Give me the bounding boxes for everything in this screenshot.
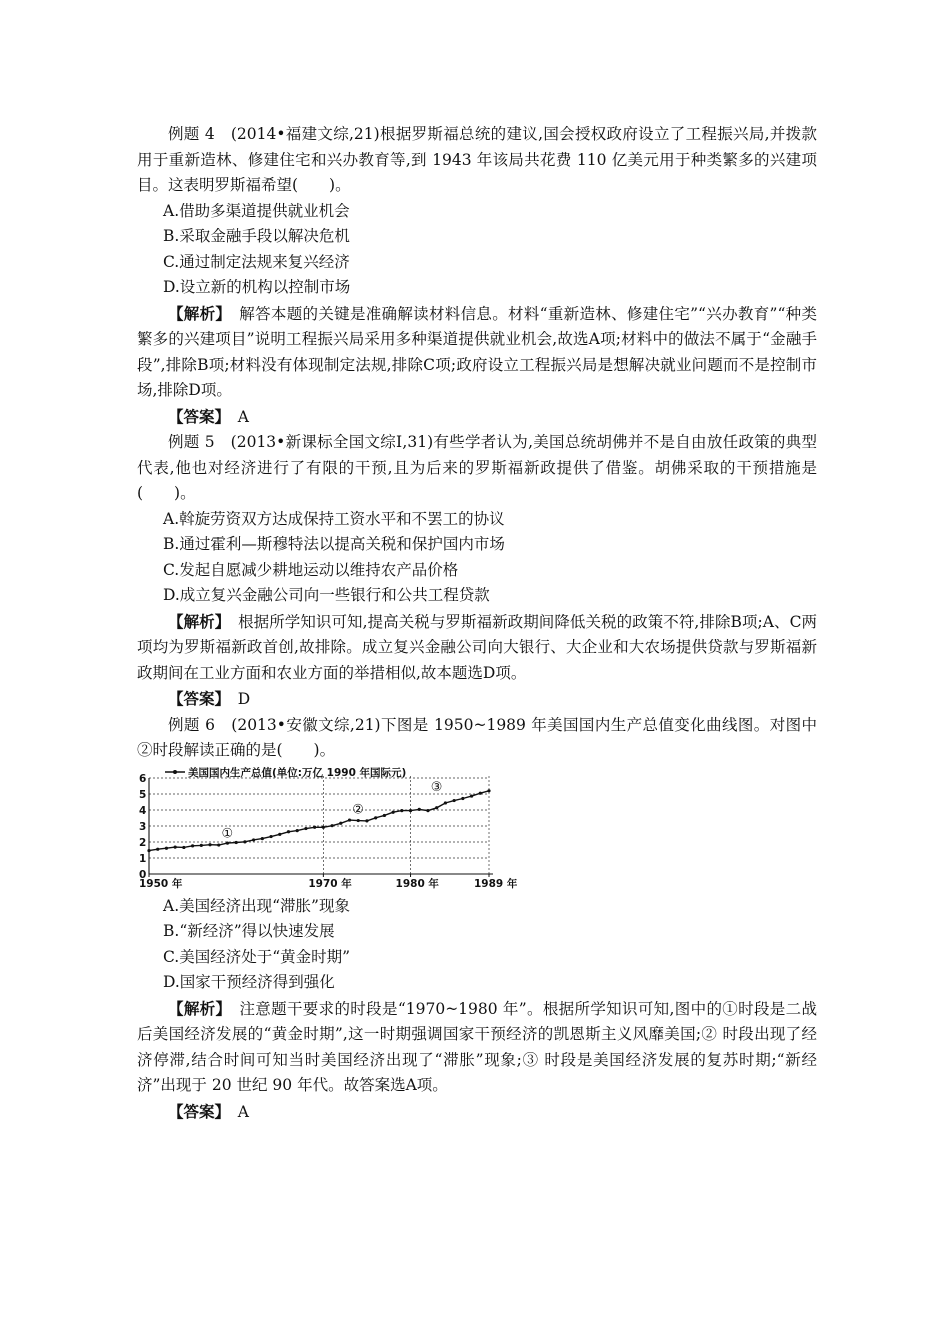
example-5-answer	[137, 686, 817, 713]
x-tick-label: 1970 年	[308, 877, 352, 890]
answer-text: A	[222, 407, 249, 426]
example-5-analysis	[137, 609, 817, 687]
data-point	[261, 837, 264, 840]
analysis-text: 根据所学知识可知,提高关税与罗斯福新政期间降低关税的政策不符,排除B项;A、C两项均为罗斯福新政首创,故排除。成立复兴金融公司向大银行、大企业和大农场提供贷款与罗斯福新政期间在工业方面和农业方面的举措相似,故本题选D项。	[137, 612, 817, 682]
data-point	[191, 844, 194, 847]
data-point	[479, 791, 482, 794]
data-point	[435, 806, 438, 809]
data-point	[252, 838, 255, 841]
example-4-option-c: C.通过制定法规来复兴经济	[163, 252, 350, 271]
legend-label: 美国国内生产总值(单位:万亿 1990 年国际元)	[188, 766, 407, 779]
data-point	[339, 821, 342, 824]
data-point	[226, 841, 229, 844]
y-tick-label: 0	[139, 868, 147, 881]
data-point	[461, 796, 464, 799]
example-4-option-a: A.借助多渠道提供就业机会	[163, 201, 350, 220]
data-point	[269, 834, 272, 837]
example-4-answer	[137, 404, 817, 431]
data-point	[470, 794, 473, 797]
data-point	[444, 801, 447, 804]
data-point	[296, 829, 299, 832]
example-6-option-c: C.美国经济处于“黄金时期”	[163, 947, 351, 966]
data-point	[383, 813, 386, 816]
example-6-question: 例题 6 (2013•安徽文综,21)下图是 1950~1989 年美国国内生产总值变化曲线图。对图中②时段解读正确的是( )。	[137, 715, 817, 759]
example-4-option-d: D.设立新的机构以控制市场	[163, 278, 351, 296]
data-point	[453, 798, 456, 801]
x-tick-label: 1950 年	[139, 877, 183, 890]
example-6-option-b: B.“新经济”得以快速发展	[163, 922, 335, 940]
data-point	[200, 843, 203, 846]
example-6-option-d: D.国家干预经济得到强化	[163, 973, 335, 991]
answer-text: A	[222, 1102, 249, 1121]
answer-tag: 【答案】	[168, 689, 223, 708]
document-page	[137, 122, 817, 1125]
period-annotation: ②	[352, 802, 364, 818]
period-annotation: ③	[430, 779, 443, 795]
data-point	[374, 816, 377, 819]
data-point	[365, 819, 368, 822]
gdp-line-chart	[137, 766, 517, 890]
example-5-option-c: C.发起自愿减少耕地运动以维持农产品价格	[163, 560, 459, 579]
y-tick-label: 4	[139, 804, 147, 817]
example-5-option-d: D.成立复兴金融公司向一些银行和公共工程贷款	[163, 586, 490, 604]
data-point	[313, 825, 316, 828]
data-point	[156, 847, 159, 850]
data-point	[357, 818, 360, 821]
period-annotation: ①	[221, 826, 234, 842]
answer-tag: 【答案】	[168, 1101, 223, 1121]
answer-text: D	[222, 690, 251, 708]
data-point	[278, 832, 281, 835]
answer-tag: 【答案】	[168, 406, 223, 426]
data-point	[165, 846, 168, 849]
example-4-option-b: B.采取金融手段以解决危机	[163, 227, 350, 245]
analysis-tag: 【解析】	[168, 998, 224, 1018]
gdp-chart	[137, 766, 517, 890]
data-point	[418, 807, 421, 810]
data-point	[243, 840, 246, 843]
data-point	[287, 830, 290, 833]
example-5-option-a: A.斡旋劳资双方达成保持工资水平和不罢工的协议	[163, 509, 505, 528]
example-4-analysis	[137, 301, 817, 404]
example-4-question: 例题 4 (2014•福建文综,21)根据罗斯福总统的建议,国会授权政府设立了工程振兴局,并拨款用于重新造林、修建住宅和兴办教育等,到 1943 年该局共花费 110 亿美元用于种类繁多的兴建项目。这表明罗斯福希望( )。	[137, 125, 817, 194]
analysis-text: 注意题干要求的时段是“1970~1980 年”。根据所学知识可知,图中的①时段是二战后美国经济发展的“黄金时期”,这一时期强调国家干预经济的凯恩斯主义风靡美国;② 时段出现了经济停滞,结合时间可知当时美国经济出现了“滞胀”现象;③ 时段是美国经济发展的复苏时期;“新经济”出现于 20 世纪 90 年代。故答案选A项。	[137, 999, 817, 1094]
data-point	[217, 843, 220, 846]
y-tick-label: 3	[139, 820, 147, 833]
example-5-option-b: B.通过霍利—斯穆特法以提高关税和保护国内市场	[163, 535, 505, 553]
data-point	[330, 824, 333, 827]
x-tick-label: 1980 年	[395, 877, 439, 890]
example-6-option-a: A.美国经济出现“滞胀”现象	[163, 896, 350, 915]
data-point	[487, 789, 490, 792]
data-point	[409, 809, 412, 812]
x-tick-label: 1989 年	[474, 877, 517, 890]
data-point	[174, 845, 177, 848]
y-tick-label: 1	[139, 852, 147, 865]
legend-marker	[173, 770, 177, 774]
example-6-analysis	[137, 996, 817, 1099]
data-point	[348, 818, 351, 821]
data-point	[400, 809, 403, 812]
example-5-question: 例题 5 (2013•新课标全国文综Ⅰ,31)有些学者认为,美国总统胡佛并不是自由放任政策的典型代表,他也对经济进行了有限的干预,且为后来的罗斯福新政提供了借鉴。胡佛采取的干预措施是( )。	[137, 433, 817, 502]
y-tick-label: 6	[139, 772, 147, 785]
gdp-series-line	[149, 790, 489, 850]
y-tick-label: 2	[139, 836, 147, 849]
y-tick-label: 5	[139, 788, 147, 801]
analysis-text: 解答本题的关键是准确解读材料信息。材料“重新造林、修建住宅”“兴办教育”“种类繁多的兴建项目”说明工程振兴局采用多种渠道提供就业机会,故选A项;材料中的做法不属于“金融手段”,排除B项;材料没有体现制定法规,排除C项;政府设立工程振兴局是想解决就业问题而不是控制市场,排除D项。	[137, 304, 817, 399]
example-6-answer	[137, 1099, 817, 1126]
data-point	[426, 809, 429, 812]
data-point	[235, 840, 238, 843]
data-point	[304, 826, 307, 829]
analysis-tag: 【解析】	[168, 611, 223, 631]
data-point	[182, 845, 185, 848]
analysis-tag: 【解析】	[168, 303, 224, 323]
data-point	[322, 825, 325, 828]
data-point	[208, 843, 211, 846]
data-point	[147, 849, 150, 852]
data-point	[392, 810, 395, 813]
